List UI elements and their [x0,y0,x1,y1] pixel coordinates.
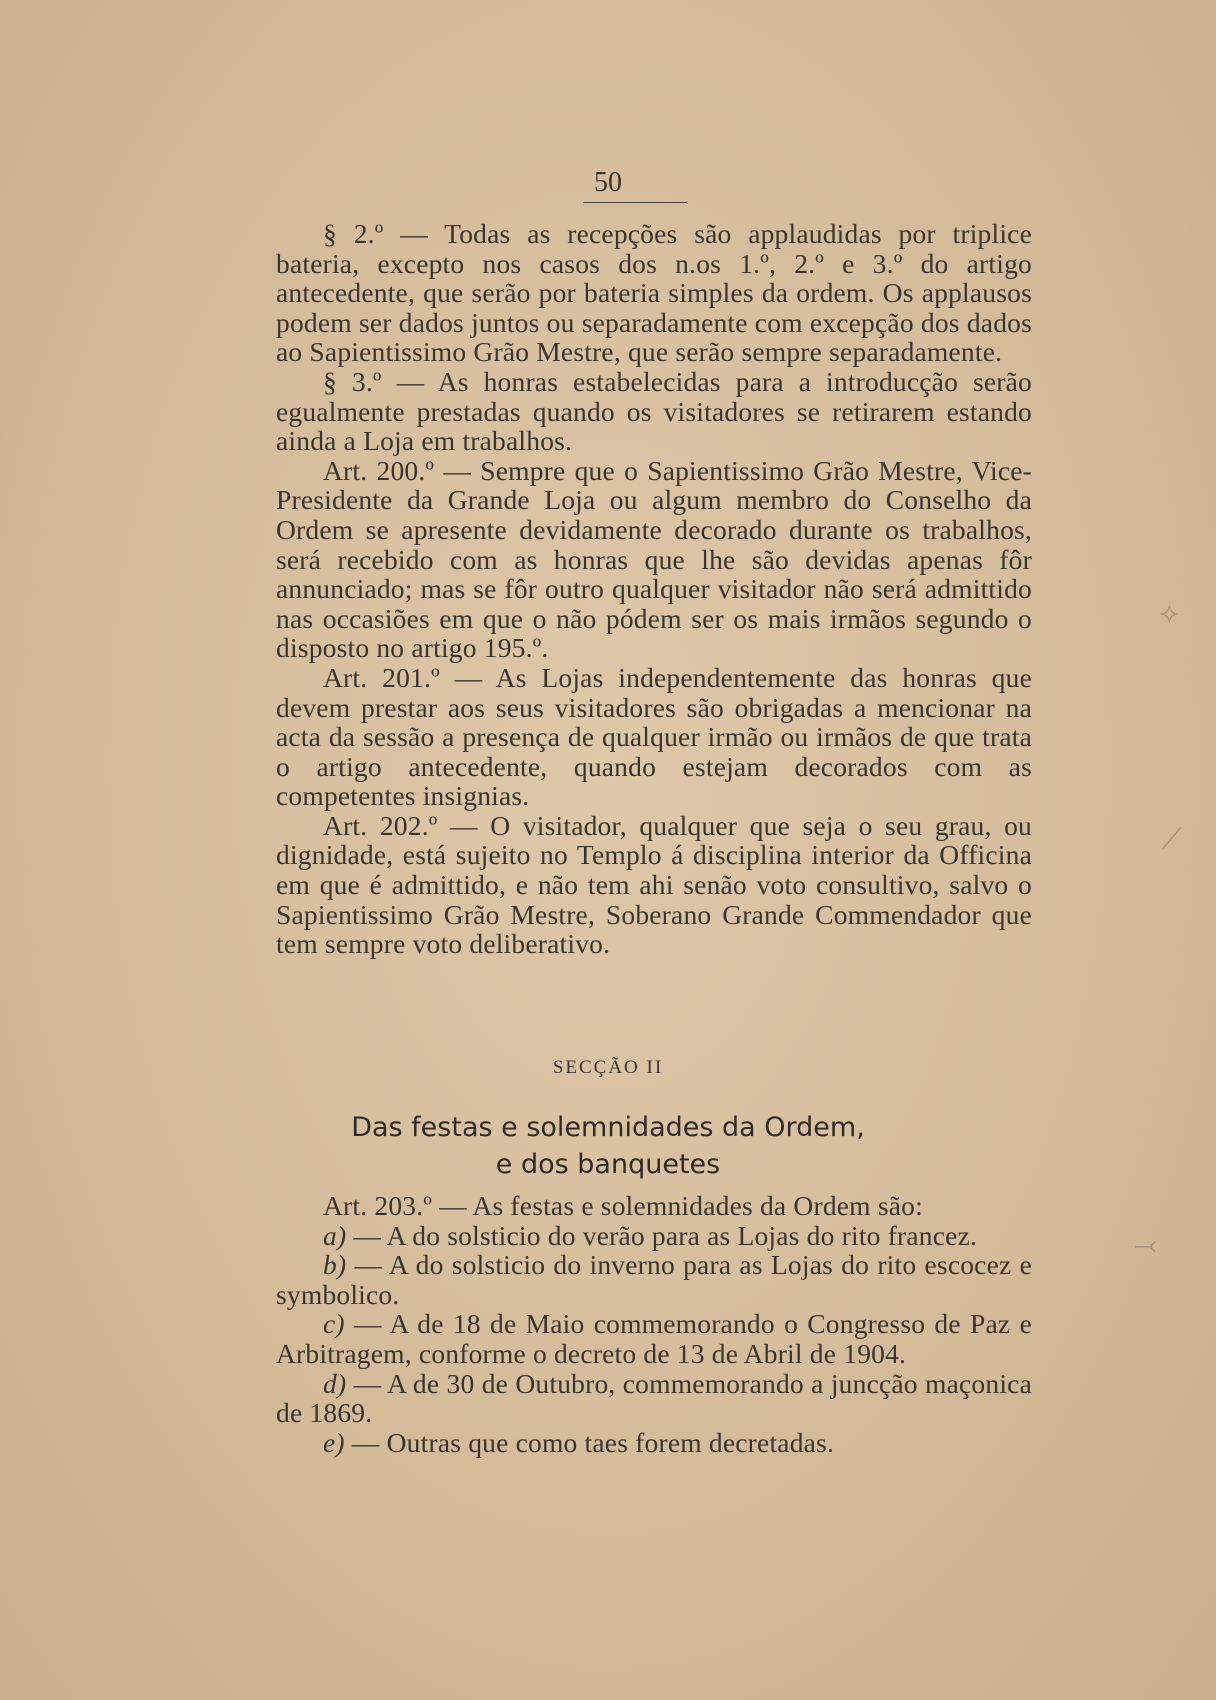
list-item-text: — A de 18 de Maio commemorando o Congresso de Paz e Arbitragem, conforme o decreto de 13 de Abril de 1904. [276,1308,1032,1369]
list-item-a [276,1221,1032,1251]
list-item-letter: a) [323,1219,347,1251]
bleed-through-mark: ⤙ [1134,1228,1157,1261]
list-item-e [276,1428,1032,1458]
section-title-line-1: Das festas e solemnidades da Ordem, [351,1112,865,1143]
bleed-through-mark: ⟡ [1160,596,1179,629]
list-item-text: — A de 30 de Outubro, commemorando a juncção maçonica de 1869. [276,1367,1032,1429]
list-item-letter: c) [323,1308,345,1340]
list-item-letter: e) [323,1426,345,1458]
list-item-b [276,1250,1032,1309]
paragraph-art-202: Art. 202.º — O visitador, qualquer que seja o seu grau, ou dignidade, está sujeito no Templo á disciplina interior da Officina em que é admittido, e não tem ahi senão voto consultivo, salvo o Sapientissimo Grão Mestre, Soberano Grande Commendador que tem sempre voto deliberativo. [276,809,1032,960]
body-text-top [276,219,1032,959]
paragraph-section-3: § 3.º — As honras estabelecidas para a introducção serão egualmente prestadas quando os visitadores se retirarem estando ainda a Loja em trabalhos. [276,365,1032,457]
list-item-text: — A do solsticio do verão para as Lojas do rito francez. [346,1219,978,1251]
page-number: 50 [594,167,622,198]
list-item-text: — Outras que como taes forem decretadas. [344,1426,835,1458]
section-title-line-2: e dos banquetes [495,1149,721,1180]
bleed-through-mark: ⟋ [1162,822,1182,855]
paragraph-art-201: Art. 201.º — As Lojas independentemente das honras que devem prestar aos seus visitadores são obrigadas a mencionar na acta da sessão a presença de qualquer irmão ou irmãos de que trata o artigo antecedente, quando estejam decorados com as competentes insignias. [276,661,1032,812]
list-item-letter: d) [323,1367,347,1399]
paragraph-art-203: Art. 203.º — As festas e solemnidades da Ordem são: [323,1190,923,1221]
section-label: SECÇÃO II [552,1057,664,1078]
body-text-bottom [276,1191,1032,1457]
list-item-text: — A do solsticio do inverno para as Lojas do rito escocez e symbolico. [276,1249,1032,1310]
paragraph-art-200: Art. 200.º — Sempre que o Sapientissimo Grão Mestre, Vice-Presidente da Grande Loja ou algum membro do Conselho da Ordem se apresente devidamente decorado durante os trabalhos, será recebido com as honras que lhe são devidas apenas fôr annunciado; mas se fôr outro qualquer visitador não será admittido nas occasiões em que o não pódem ser os mais irmãos segundo o disposto no artigo 195.º. [276,454,1032,664]
paragraph-section-2: § 2.º — Todas as recepções são applaudidas por triplice bateria, excepto nos casos dos n.os 1.º, 2.º e 3.º do artigo antecedente, que serão por bateria simples da ordem. Os applausos podem ser dados juntos ou separadamente com excepção dos dados ao Sapientissimo Grão Mestre, que serão sempre separadamente. [276,218,1032,368]
list-item-c [276,1309,1032,1368]
list-item-d [276,1369,1032,1428]
list-item-letter: b) [323,1249,347,1281]
section-title [0,1109,1216,1183]
page-number-rule [583,202,687,203]
